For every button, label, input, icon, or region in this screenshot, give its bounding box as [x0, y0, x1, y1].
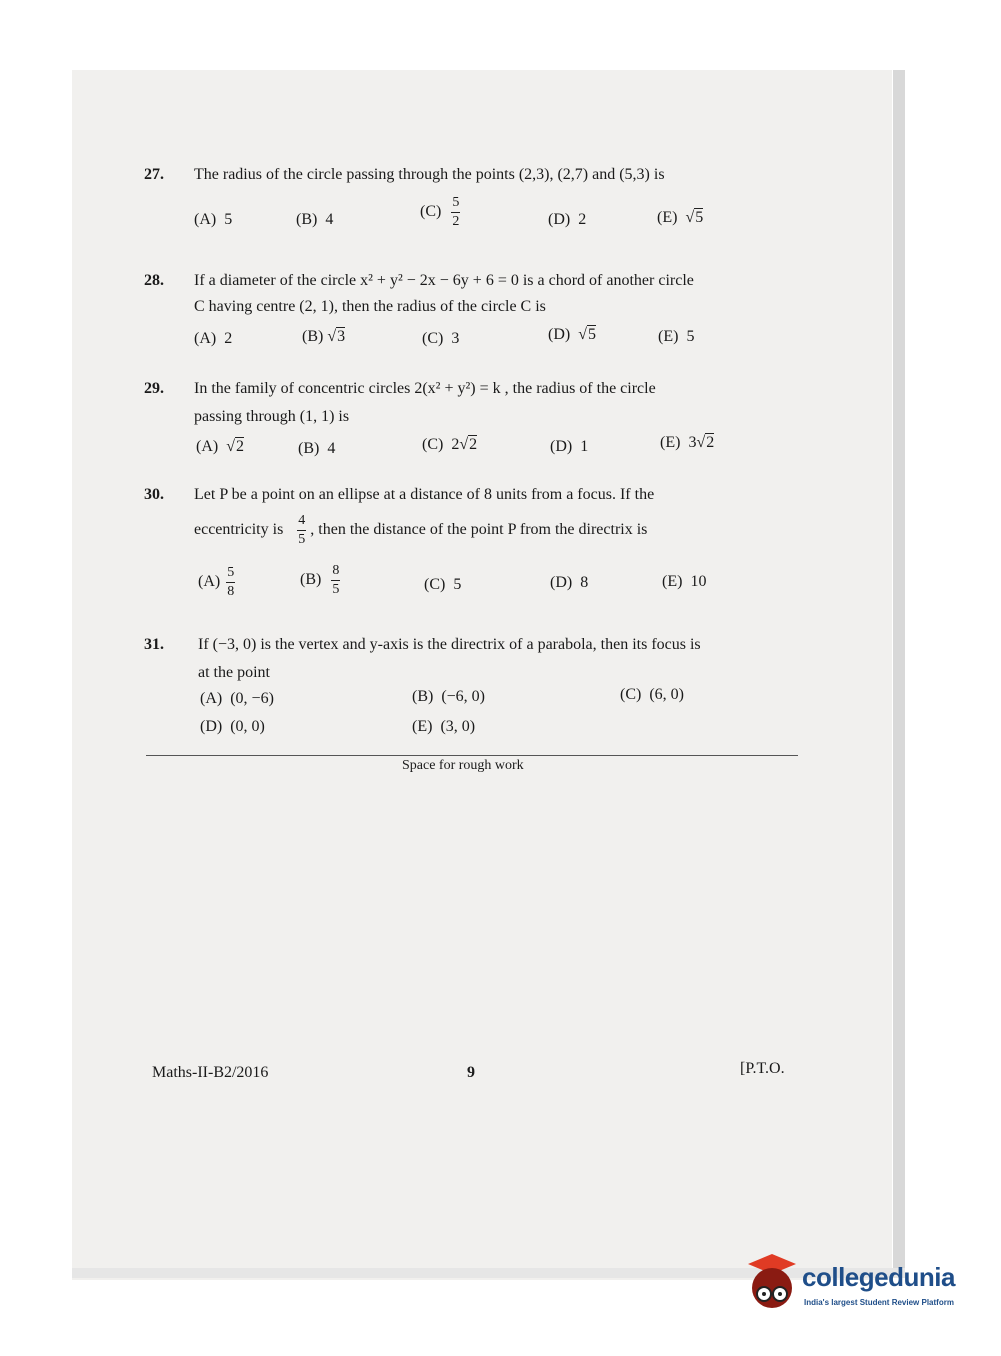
option-c: (C) 5: [424, 576, 462, 593]
option-a: (A) √2: [196, 438, 244, 455]
brand-name: collegedunia: [802, 1262, 955, 1292]
option-e: (E) 10: [662, 573, 707, 590]
option-d: (D) (0, 0): [200, 718, 265, 735]
option-a: (A) $\frac{5}{8}$: [198, 565, 235, 599]
rough-work-label: Space for rough work: [402, 758, 524, 773]
question-28: [144, 268, 804, 328]
question-text-line2: C having centre (2, 1), then the radius of the circle C is: [194, 298, 546, 315]
option-e: (E) 5: [658, 328, 695, 345]
option-d: (D) 1: [550, 438, 589, 455]
question-text-line1: If a diameter of the circle x² + y² − 2x − 6y + 6 = 0 is a chord of another circle: [194, 272, 694, 289]
question-number: 30.: [144, 486, 164, 503]
option-b: (B) 4: [298, 440, 336, 457]
option-d: (D) √5: [548, 326, 596, 343]
question-text: The radius of the circle passing through the points (2,3), (2,7) and (5,3) is: [194, 166, 665, 183]
option-e: (E) √5: [657, 209, 704, 226]
option-c: (C) 2√2: [422, 436, 478, 453]
fraction: $\frac{4}{5}$: [298, 512, 306, 547]
brand-tagline: India's largest Student Review Platform: [804, 1298, 954, 1307]
question-text-line1: If (−3, 0) is the vertex and y-axis is the directrix of a parabola, then its focus is: [198, 636, 701, 653]
option-e: (E) (3, 0): [412, 718, 476, 735]
mascot-icon: [742, 1250, 800, 1316]
question-number: 28.: [144, 272, 164, 289]
question-number: 31.: [144, 636, 164, 653]
question-text-line2: passing through (1, 1) is: [194, 408, 350, 425]
page-edge-right: [893, 70, 905, 1270]
question-text-line2: at the point: [198, 664, 270, 681]
option-e: (E) 3√2: [660, 434, 715, 451]
fraction: $\frac{5}{8}$: [227, 565, 235, 599]
question-number: 27.: [144, 166, 164, 183]
question-text-line1: Let P be a point on an ellipse at a distance of 8 units from a focus. If the: [194, 486, 655, 503]
pto-label: [P.T.O.: [740, 1060, 785, 1077]
question-text-line2: eccentricity is $\frac{4}{5}$ , then the distance of the point P from the directrix is: [194, 512, 648, 547]
question-text-line1: In the family of concentric circles 2(x² + y²) = k , the radius of the circle: [194, 380, 656, 397]
divider: [146, 755, 798, 756]
option-c: (C) $\frac{5}{2}$: [420, 195, 460, 229]
fraction: $\frac{8}{5}$: [332, 563, 340, 597]
page-number: 9: [467, 1064, 475, 1081]
option-a: (A) (0, −6): [200, 690, 274, 707]
option-c: (C) (6, 0): [620, 686, 684, 703]
paper-code: Maths-II-B2/2016: [152, 1064, 269, 1081]
question-30: [144, 482, 804, 552]
question-31: [144, 632, 804, 692]
option-a: (A) 2: [194, 330, 233, 347]
fraction: $\frac{5}{2}$: [452, 195, 460, 229]
option-b: (B) √3: [302, 328, 346, 345]
option-a: (A) 5: [194, 211, 233, 228]
question-27: [144, 162, 804, 242]
option-b: (B) 4: [296, 211, 334, 228]
option-b: (B) $\frac{8}{5}$: [300, 563, 340, 597]
question-29: [144, 376, 804, 436]
question-number: 29.: [144, 380, 164, 397]
option-d: (D) 8: [550, 574, 589, 591]
option-b: (B) (−6, 0): [412, 688, 486, 705]
option-c: (C) 3: [422, 330, 460, 347]
option-d: (D) 2: [548, 211, 587, 228]
collegedunia-logo: [742, 1250, 972, 1320]
